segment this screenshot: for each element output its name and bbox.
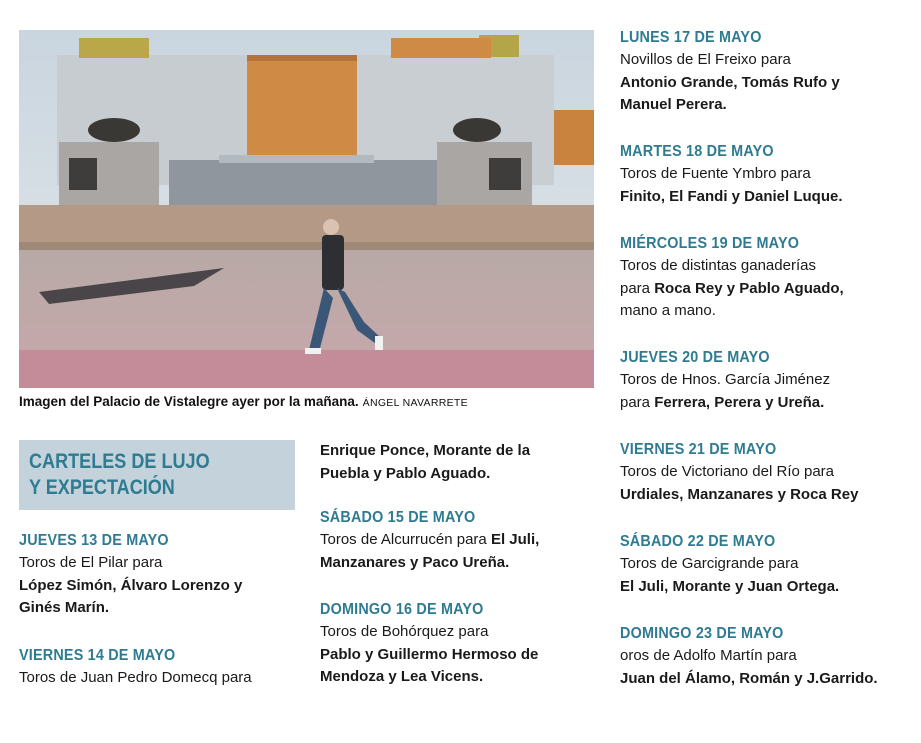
event-date: SÁBADO 15 DE MAYO (320, 509, 476, 526)
event-domingo-16 (320, 599, 538, 689)
event-martes-18 (620, 141, 843, 208)
event-text: para (620, 393, 655, 411)
photo-caption (19, 394, 619, 409)
event-toreros: Enrique Ponce, Morante de la (320, 442, 531, 459)
event-toreros: Urdiales, Manzanares y Roca Rey (620, 485, 859, 503)
event-viernes-14-continued (320, 440, 530, 485)
banner-line-1: CARTELES DE LUJO (29, 450, 210, 473)
event-ganaderia: Novillos de El Freixo para (620, 51, 791, 68)
event-toreros: Manzanares y Paco Ureña. (320, 553, 510, 571)
event-miercoles-19 (620, 233, 844, 323)
event-ganaderia: Toros de Hnos. García Jiménez (620, 371, 831, 388)
event-date: VIERNES 14 DE MAYO (19, 647, 176, 664)
event-ganaderia: oros de Adolfo Martín para (620, 647, 797, 664)
event-sabado-22 (620, 531, 839, 598)
event-viernes-21 (620, 439, 858, 506)
event-date: VIERNES 21 DE MAYO (620, 441, 777, 458)
event-note: mano a mano. (620, 302, 716, 319)
event-toreros: Mendoza y Lea Vicens. (320, 668, 484, 685)
event-date: JUEVES 13 DE MAYO (19, 532, 169, 549)
event-jueves-13 (19, 530, 242, 620)
event-toreros: Roca Rey y Pablo Aguado, (654, 279, 844, 297)
event-toreros: Manuel Perera. (620, 96, 727, 113)
event-toreros: Puebla y Pablo Aguado. (320, 464, 491, 482)
event-ganaderia: Toros de distintas ganaderías (620, 257, 816, 274)
event-toreros: El Juli, (490, 531, 540, 548)
event-ganaderia: Toros de El Pilar para (19, 554, 163, 571)
event-toreros: Ferrera, Perera y Ureña. (654, 393, 825, 411)
photo-palacio-vistalegre (19, 30, 594, 388)
event-ganaderia: Toros de Fuente Ymbro para (620, 165, 811, 182)
photo-illustration (19, 30, 594, 388)
event-date: MARTES 18 DE MAYO (620, 143, 774, 160)
photo-credit: ÁNGEL NAVARRETE (362, 397, 468, 409)
event-domingo-23 (620, 623, 878, 690)
event-sabado-15 (320, 507, 539, 574)
event-date: SÁBADO 22 DE MAYO (620, 533, 776, 550)
event-jueves-20 (620, 347, 830, 414)
event-toreros: Antonio Grande, Tomás Rufo y (620, 73, 840, 91)
event-date: LUNES 17 DE MAYO (620, 29, 762, 46)
section-banner (19, 440, 295, 510)
caption-text: Imagen del Palacio de Vistalegre ayer por la mañana. (19, 394, 359, 409)
event-toreros: Finito, El Fandi y Daniel Luque. (620, 187, 843, 205)
event-ganaderia: Toros de Bohórquez para (320, 623, 489, 640)
event-text: para (620, 279, 655, 297)
event-toreros: Juan del Álamo, Román y J.Garrido. (620, 669, 878, 687)
event-toreros: El Juli, Morante y Juan Ortega. (620, 577, 840, 595)
event-toreros: Pablo y Guillermo Hermoso de (320, 645, 539, 663)
event-viernes-14 (19, 645, 252, 690)
event-date: DOMINGO 16 DE MAYO (320, 601, 484, 618)
banner-line-2: Y EXPECTACIÓN (29, 476, 175, 499)
event-ganaderia: Toros de Victoriano del Río para (620, 463, 835, 480)
event-lunes-17 (620, 27, 840, 117)
event-date: DOMINGO 23 DE MAYO (620, 625, 784, 642)
event-ganaderia: Toros de Garcigrande para (620, 555, 799, 572)
event-toreros: Ginés Marín. (19, 599, 110, 616)
event-ganaderia: Toros de Juan Pedro Domecq para (19, 669, 252, 686)
event-date: MIÉRCOLES 19 DE MAYO (620, 235, 800, 252)
event-date: JUEVES 20 DE MAYO (620, 349, 770, 366)
event-ganaderia: Toros de Alcurrucén para (320, 531, 491, 548)
event-toreros: López Simón, Álvaro Lorenzo y (19, 576, 243, 594)
